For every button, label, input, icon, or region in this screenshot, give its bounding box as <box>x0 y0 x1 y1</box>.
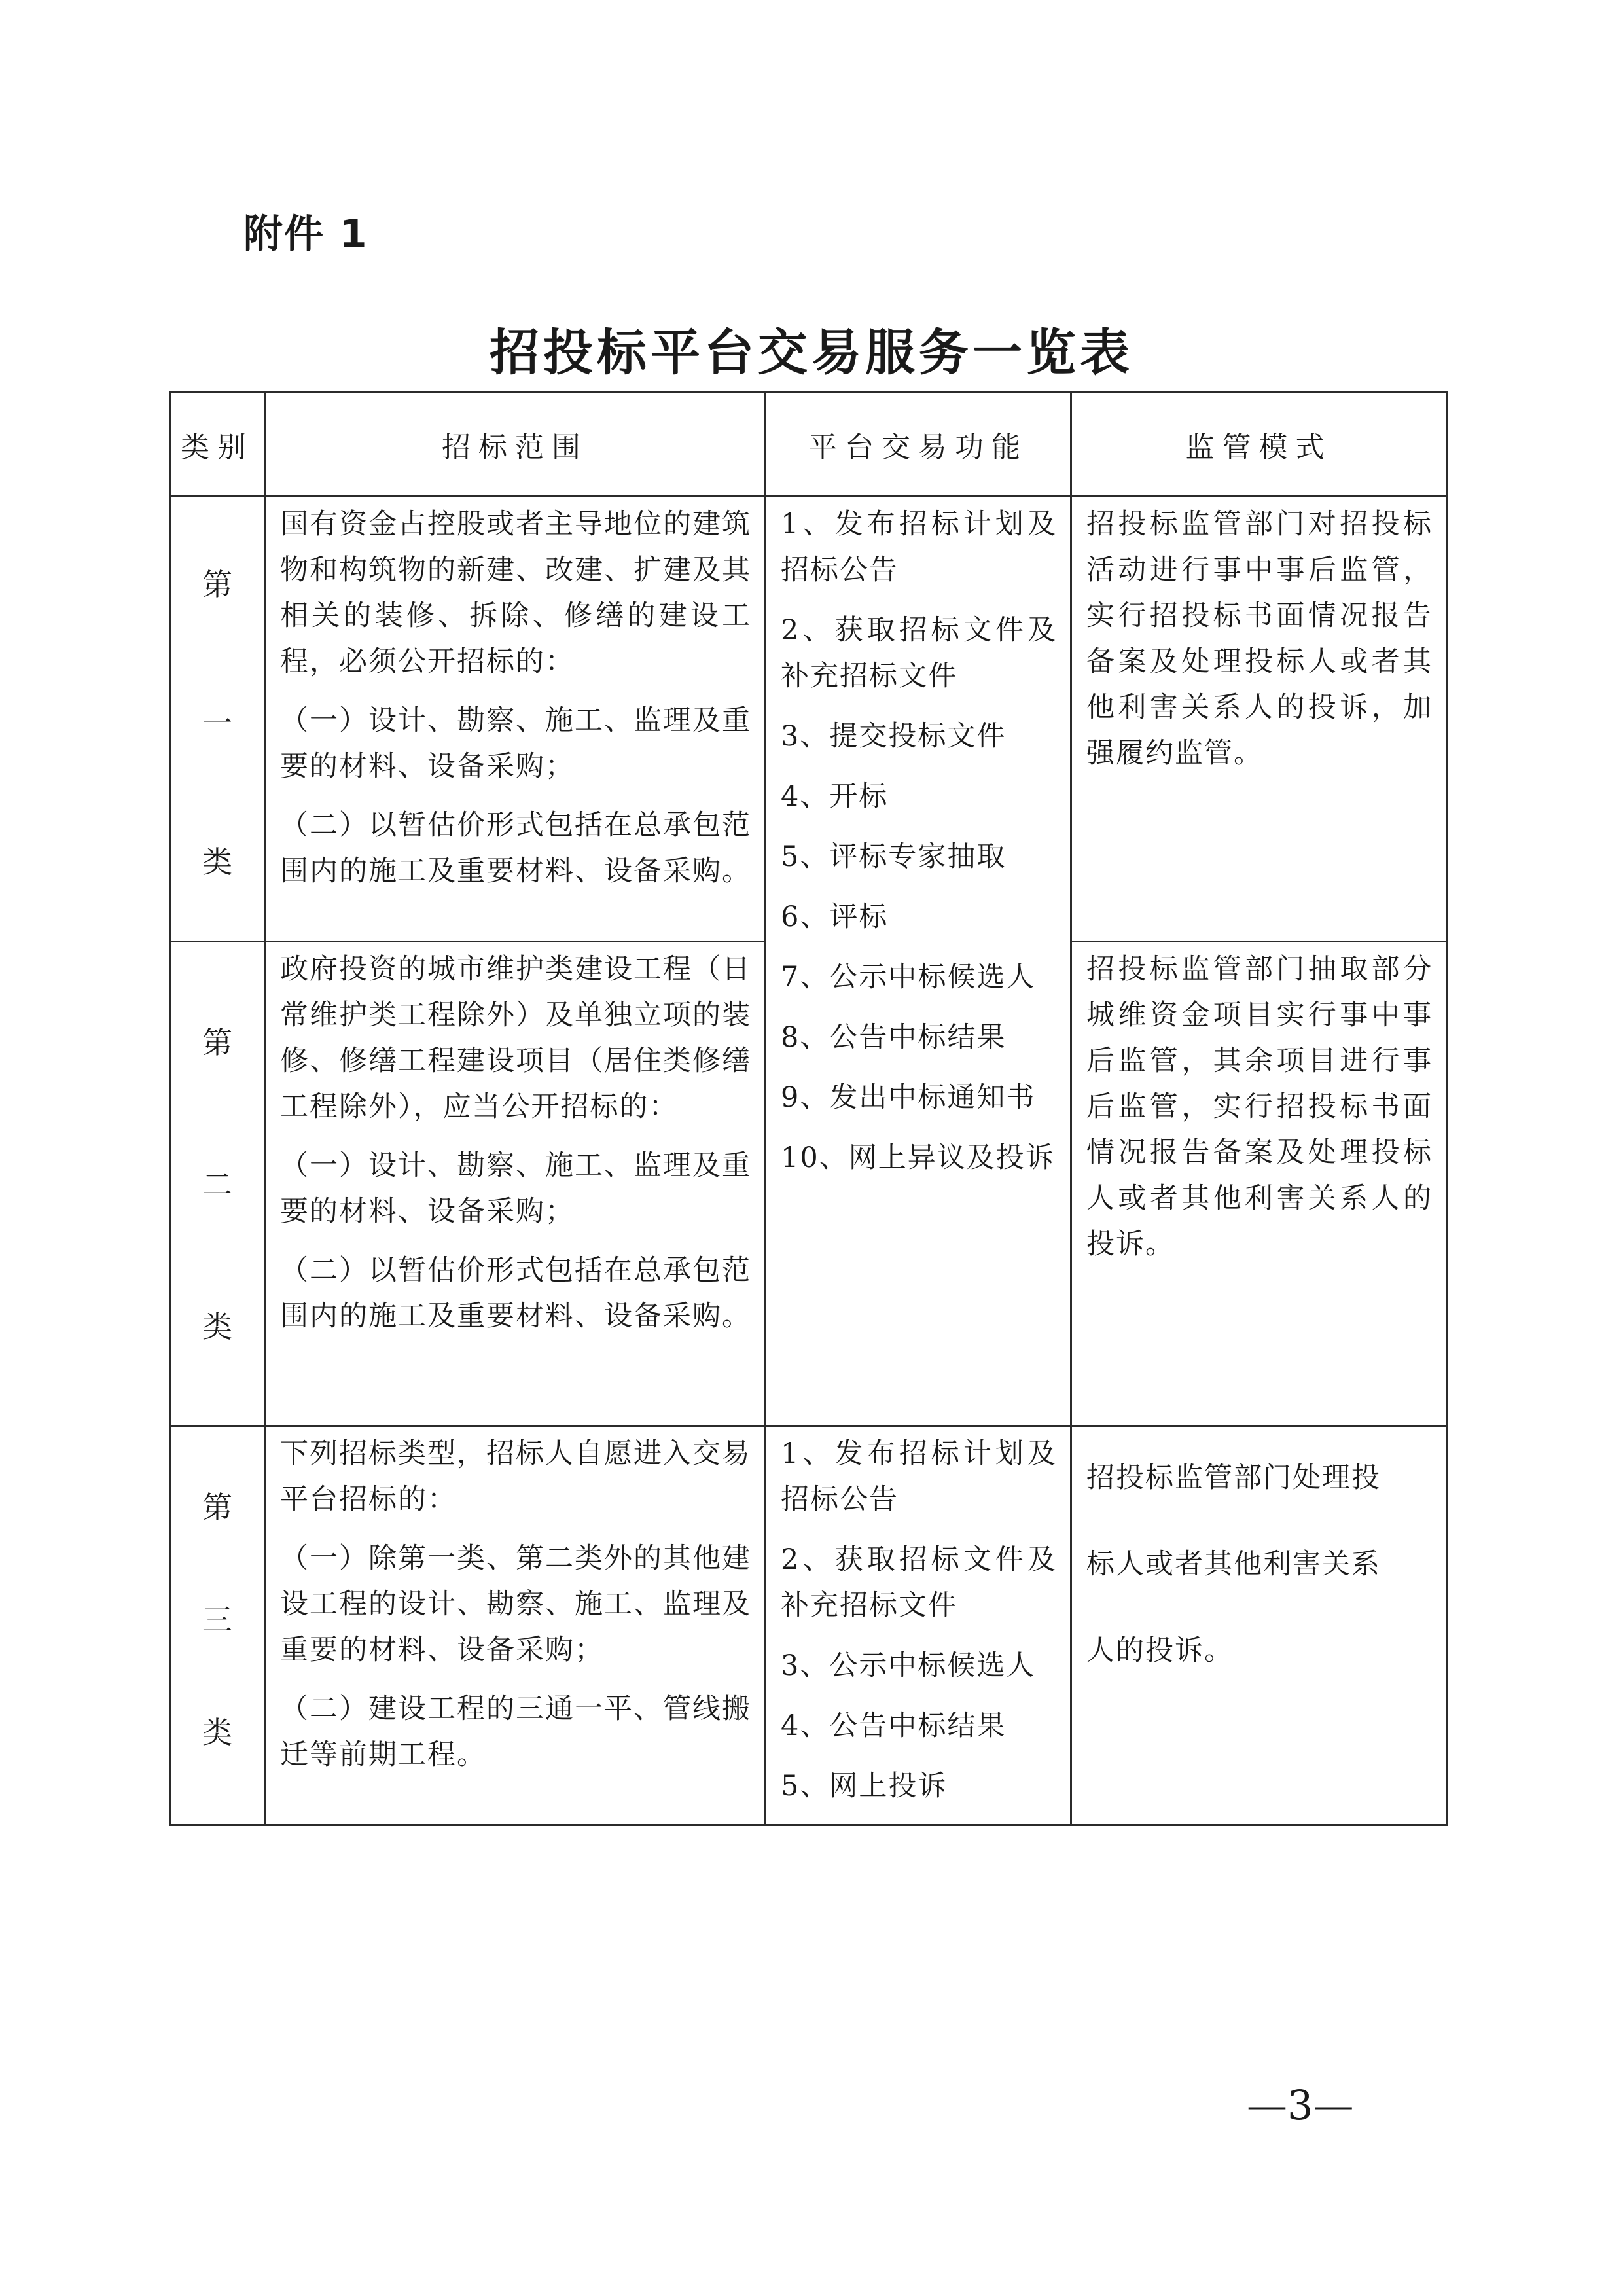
supervision-line: 人的投诉。 <box>1086 1634 1234 1667</box>
header-scope: 招标范围 <box>265 393 766 497</box>
category-char: 三 <box>202 1602 232 1638</box>
scope-text: （二）以暂估价形式包括在总承包范围内的施工及重要材料、设备采购。 <box>280 1254 751 1333</box>
function-item: 4、公告中标结果 <box>781 1710 1007 1742</box>
category-char: 类 <box>202 1309 232 1344</box>
function-item: 2、获取招标文件及补充招标文件 <box>781 1543 1057 1622</box>
supervision-line: 招投标监管部门处理投 <box>1086 1462 1381 1494</box>
page-title: 招投标平台交易服务一览表 <box>490 323 1133 382</box>
function-item: 5、网上投诉 <box>781 1770 948 1803</box>
supervision-cell <box>1071 1426 1447 1825</box>
attachment-label: 附件 1 <box>243 211 368 257</box>
scope-text: 下列招标类型，招标人自愿进入交易平台招标的： <box>280 1437 751 1516</box>
scope-text: （二）建设工程的三通一平、管线搬迁等前期工程。 <box>280 1693 751 1771</box>
functions-cell <box>766 1426 1071 1825</box>
scope-cell <box>265 1426 766 1825</box>
function-item: 5、评标专家抽取 <box>781 840 1007 873</box>
function-item: 3、提交投标文件 <box>781 720 1007 753</box>
scope-text: （二）以暂估价形式包括在总承包范围内的施工及重要材料、设备采购。 <box>280 809 751 888</box>
scope-text: （一）设计、勘察、施工、监理及重要的材料、设备采购； <box>280 1149 751 1228</box>
category-char: 类 <box>202 844 232 880</box>
page-number: —3— <box>1247 2081 1354 2129</box>
category-char: 一 <box>202 706 232 741</box>
category-cell <box>170 1426 265 1825</box>
table-header-row <box>170 393 1447 497</box>
category-char: 第 <box>202 1490 232 1525</box>
function-item: 10、网上异议及投诉 <box>781 1141 1055 1174</box>
scope-text: 政府投资的城市维护类建设工程（日常维护类工程除外）及单独立项的装修、修缮工程建设项目（居住类修缮工程除外），应当公开招标的： <box>280 953 751 1123</box>
supervision-text: 招投标监管部门抽取部分城维资金项目实行事中事后监管，其余项目进行事后监管，实行招投标书面情况报告备案及处理投标人或者其他利害关系人的投诉。 <box>1086 953 1433 1261</box>
table-row <box>170 497 1447 942</box>
function-item: 1、发布招标计划及招标公告 <box>781 508 1057 586</box>
function-item: 9、发出中标通知书 <box>781 1081 1036 1114</box>
function-item: 6、评标 <box>781 901 889 933</box>
function-item: 3、公示中标候选人 <box>781 1649 1036 1682</box>
scope-text: 国有资金占控股或者主导地位的建筑物和构筑物的新建、改建、扩建及其相关的装修、拆除、修缮的建设工程，必须公开招标的： <box>280 508 751 678</box>
category-cell <box>170 942 265 1426</box>
supervision-line: 标人或者其他利害关系 <box>1086 1548 1381 1581</box>
function-item: 8、公告中标结果 <box>781 1021 1007 1054</box>
table-row <box>170 1426 1447 1825</box>
category-char: 第 <box>202 1025 232 1060</box>
functions-cell <box>766 497 1071 1426</box>
category-char: 第 <box>202 567 232 602</box>
header-category: 类别 <box>170 393 265 497</box>
category-char: 二 <box>202 1167 232 1202</box>
category-char: 类 <box>202 1715 232 1750</box>
scope-text: （一）除第一类、第二类外的其他建设工程的设计、勘察、施工、监理及重要的材料、设备采购； <box>280 1542 751 1666</box>
function-item: 2、获取招标文件及补充招标文件 <box>781 614 1057 692</box>
function-item: 4、开标 <box>781 780 889 813</box>
supervision-text: 招投标监管部门对招投标活动进行事中事后监管，实行招投标书面情况报告备案及处理投标人或者其他利害关系人的投诉，加强履约监管。 <box>1086 508 1433 770</box>
function-item: 1、发布招标计划及招标公告 <box>781 1437 1057 1516</box>
header-functions: 平台交易功能 <box>766 393 1071 497</box>
scope-text: （一）设计、勘察、施工、监理及重要的材料、设备采购； <box>280 704 751 783</box>
function-item: 7、公示中标候选人 <box>781 961 1036 994</box>
category-cell <box>170 497 265 942</box>
header-supervision: 监管模式 <box>1071 393 1447 497</box>
scope-cell <box>265 497 766 942</box>
supervision-cell <box>1071 942 1447 1426</box>
supervision-cell <box>1071 497 1447 942</box>
scope-cell <box>265 942 766 1426</box>
service-table <box>169 391 1448 1826</box>
